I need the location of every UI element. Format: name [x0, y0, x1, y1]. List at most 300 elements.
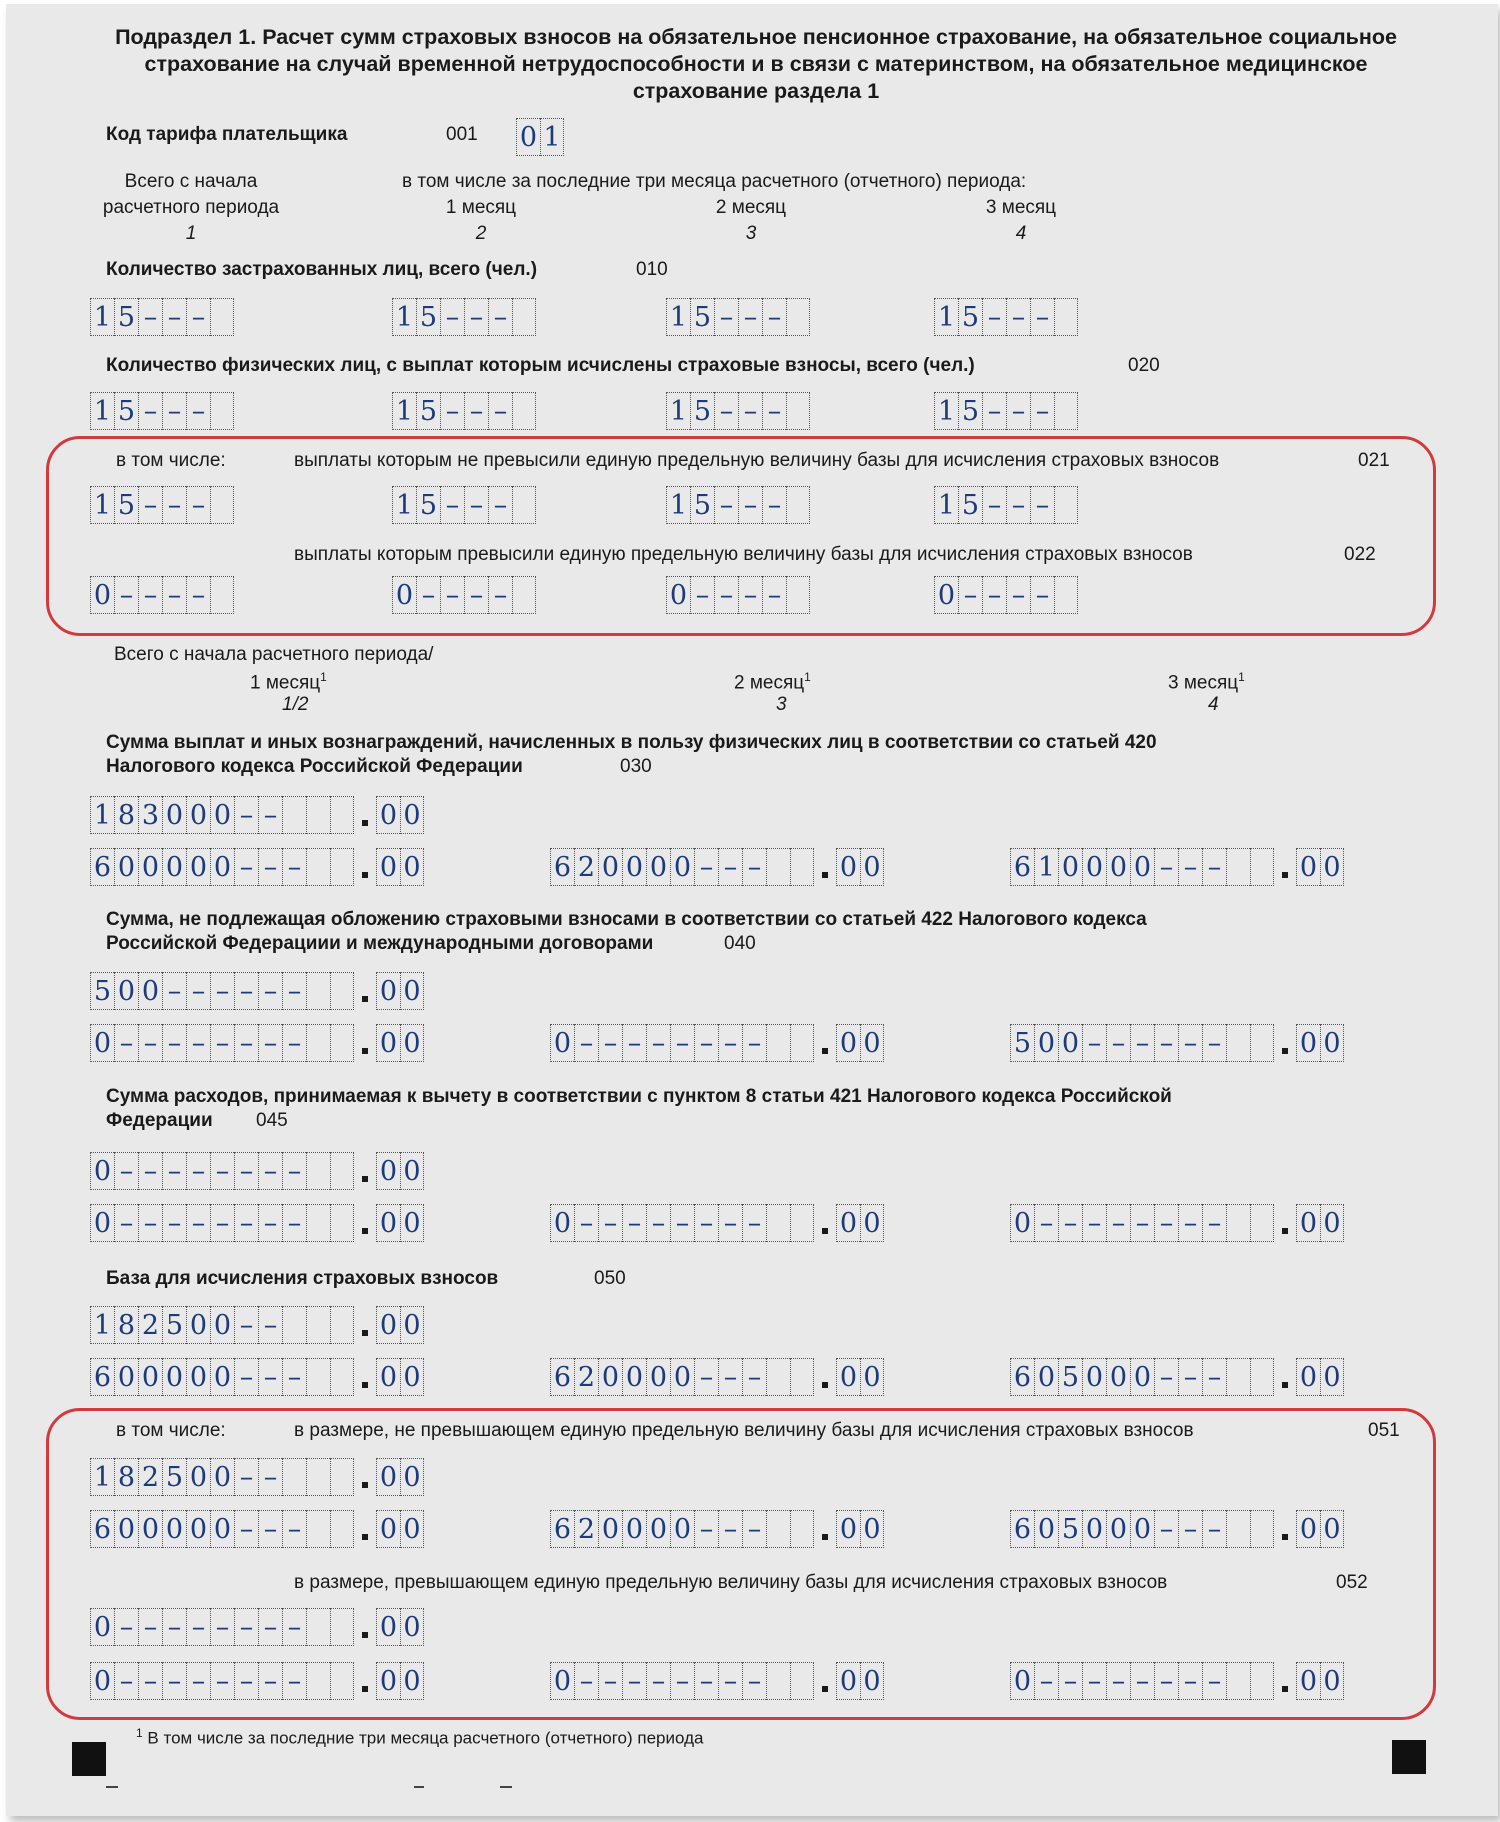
char-cell: 0 — [400, 1662, 424, 1700]
decimal-point — [822, 1382, 828, 1388]
char-cell: – — [186, 486, 210, 524]
footnote-text: В том числе за последние три месяца расчетного (отчетного) периода — [147, 1728, 704, 1748]
char-cell: 0 — [376, 1458, 400, 1496]
char-cell: 0 — [210, 848, 234, 886]
char-cell — [210, 392, 234, 430]
char-cell: 0 — [114, 972, 138, 1010]
char-cell — [282, 1458, 306, 1496]
char-cell: – — [690, 576, 714, 614]
char-cell: – — [258, 972, 282, 1010]
char-cell — [1226, 1204, 1250, 1242]
char-cells — [90, 972, 354, 1010]
char-cell: 1 — [90, 1458, 114, 1496]
char-cell: – — [742, 1510, 766, 1548]
decimal-cells — [1296, 1204, 1344, 1242]
money-header-m2: 2 месяц$^1$ — [734, 670, 811, 694]
char-cell: 1 — [90, 486, 114, 524]
char-cell — [306, 1510, 330, 1548]
char-cell: 0 — [666, 576, 690, 614]
char-cell: 0 — [1130, 848, 1154, 886]
char-cell: 0 — [138, 1510, 162, 1548]
char-cell: 2 — [574, 1510, 598, 1548]
decimal-cells — [376, 1306, 424, 1344]
char-cells — [90, 392, 234, 430]
char-cell: 0 — [1320, 848, 1344, 886]
char-cell — [306, 1024, 330, 1062]
char-cell: – — [1202, 1510, 1226, 1548]
char-cell: – — [464, 576, 488, 614]
char-cell: – — [1106, 1024, 1130, 1062]
char-cell: 8 — [114, 1306, 138, 1344]
char-cell: 0 — [1320, 1662, 1344, 1700]
row030-label-l1: Сумма выплат и иных вознаграждений, начисленных в пользу физических лиц в соответствии со статьей 420 — [106, 732, 1157, 753]
char-cell: 0 — [210, 1458, 234, 1496]
char-cell: – — [1178, 1024, 1202, 1062]
char-cell — [1226, 1510, 1250, 1548]
decimal-point — [822, 1048, 828, 1054]
char-cell: 6 — [90, 1358, 114, 1396]
char-cell: 0 — [836, 1510, 860, 1548]
char-cell: 2 — [138, 1458, 162, 1496]
char-cell: 0 — [598, 1510, 622, 1548]
char-cell: 0 — [934, 576, 958, 614]
char-cell: 0 — [376, 848, 400, 886]
char-cell — [1250, 1024, 1274, 1062]
char-cell: – — [138, 576, 162, 614]
char-cell: – — [440, 576, 464, 614]
char-cell: – — [258, 1458, 282, 1496]
char-cells — [1010, 1204, 1274, 1242]
char-cell: 0 — [1320, 1358, 1344, 1396]
char-cell: 5 — [416, 392, 440, 430]
char-cells — [1010, 1358, 1274, 1396]
char-cell: – — [114, 1152, 138, 1190]
char-cell — [786, 576, 810, 614]
char-cell: – — [1178, 1510, 1202, 1548]
char-cell: – — [958, 576, 982, 614]
char-cell — [282, 1306, 306, 1344]
char-cell: – — [762, 298, 786, 336]
char-cell: 2 — [574, 1358, 598, 1396]
char-cell — [330, 796, 354, 834]
char-cell: 0 — [622, 1510, 646, 1548]
char-cells — [666, 392, 810, 430]
char-cell: – — [1130, 1204, 1154, 1242]
char-cell — [306, 1458, 330, 1496]
char-cell: – — [114, 1662, 138, 1700]
char-cell: – — [186, 298, 210, 336]
char-cell: – — [1202, 848, 1226, 886]
char-cell: 6 — [1010, 848, 1034, 886]
char-cell: – — [622, 1662, 646, 1700]
char-cell: 5 — [958, 298, 982, 336]
char-cells — [666, 298, 810, 336]
char-cell: 0 — [210, 1358, 234, 1396]
char-cells — [550, 1662, 814, 1700]
decimal-point — [362, 996, 368, 1002]
char-cell: – — [742, 848, 766, 886]
char-cell: 2 — [574, 848, 598, 886]
char-cell: 0 — [376, 1510, 400, 1548]
char-cell: – — [646, 1204, 670, 1242]
char-cell: 1 — [666, 298, 690, 336]
char-cell: – — [234, 972, 258, 1010]
header-incl: в том числе за последние три месяца расчетного (отчетного) периода: — [402, 171, 1027, 192]
char-cell: – — [162, 576, 186, 614]
char-cell: 0 — [400, 848, 424, 886]
decimal-point — [362, 1632, 368, 1638]
char-cell — [1226, 1024, 1250, 1062]
char-cell: – — [162, 298, 186, 336]
char-cell: – — [162, 1608, 186, 1646]
char-cell: 0 — [400, 1358, 424, 1396]
char-cell: 1 — [934, 298, 958, 336]
char-cell: 0 — [186, 848, 210, 886]
row050-code: 050 — [594, 1268, 626, 1289]
char-cell: 0 — [836, 848, 860, 886]
decimal-point — [362, 1382, 368, 1388]
char-cell: – — [1030, 392, 1054, 430]
char-cells — [392, 576, 536, 614]
cut-mark — [500, 1786, 512, 1788]
char-cell — [766, 1024, 790, 1062]
cut-mark — [414, 1786, 424, 1788]
char-cell — [330, 848, 354, 886]
char-cell: – — [1202, 1358, 1226, 1396]
char-cell: 0 — [90, 1152, 114, 1190]
char-cell: – — [574, 1204, 598, 1242]
char-cell — [1250, 1510, 1274, 1548]
registration-marker-left — [72, 1742, 106, 1776]
char-cell: – — [282, 1510, 306, 1548]
char-cell: 0 — [550, 1024, 574, 1062]
char-cell: – — [1154, 1358, 1178, 1396]
char-cell: – — [1034, 1204, 1058, 1242]
char-cell — [1054, 392, 1078, 430]
char-cell: 0 — [670, 1358, 694, 1396]
char-cell: – — [186, 1662, 210, 1700]
char-cell — [330, 1024, 354, 1062]
char-cell: – — [162, 1204, 186, 1242]
char-cell — [1226, 848, 1250, 886]
char-cell: 8 — [114, 796, 138, 834]
char-cells — [934, 392, 1078, 430]
char-cell — [282, 796, 306, 834]
char-cells — [90, 1662, 354, 1700]
char-cell: – — [138, 1024, 162, 1062]
char-cell: 5 — [1058, 1358, 1082, 1396]
char-cells — [90, 1608, 354, 1646]
decimal-cells — [376, 1510, 424, 1548]
char-cell: – — [1006, 298, 1030, 336]
char-cell: – — [1058, 1662, 1082, 1700]
char-cell: 0 — [376, 796, 400, 834]
char-cell: – — [186, 1152, 210, 1190]
char-cell — [210, 486, 234, 524]
char-cells — [392, 392, 536, 430]
char-cell: – — [1130, 1662, 1154, 1700]
char-cell: – — [1030, 486, 1054, 524]
char-cell: – — [440, 486, 464, 524]
char-cell: 0 — [186, 1458, 210, 1496]
char-cell: 0 — [1034, 1510, 1058, 1548]
decimal-cells — [1296, 1662, 1344, 1700]
char-cell: 5 — [90, 972, 114, 1010]
char-cell — [330, 1152, 354, 1190]
char-cells — [90, 1358, 354, 1396]
char-cell: – — [282, 1358, 306, 1396]
char-cells — [1010, 1024, 1274, 1062]
footnote-ref: 1 — [320, 670, 327, 684]
char-cell: – — [186, 972, 210, 1010]
row050-label: База для исчисления страховых взносов — [106, 1268, 499, 1289]
char-cell: – — [114, 1204, 138, 1242]
char-cell: – — [258, 1608, 282, 1646]
char-cell: – — [186, 576, 210, 614]
char-cell: 1 — [392, 392, 416, 430]
char-cells — [90, 1458, 354, 1496]
char-cell: – — [1082, 1662, 1106, 1700]
char-cell: 0 — [162, 1510, 186, 1548]
char-cell: – — [714, 486, 738, 524]
char-cell — [1250, 848, 1274, 886]
char-cell: – — [258, 1510, 282, 1548]
char-cell: 0 — [1058, 1024, 1082, 1062]
char-cell: – — [1034, 1662, 1058, 1700]
char-cell: – — [210, 1204, 234, 1242]
char-cell — [306, 1306, 330, 1344]
char-cell: 6 — [90, 848, 114, 886]
decimal-point — [822, 1534, 828, 1540]
char-cell — [306, 1204, 330, 1242]
char-cell: 5 — [162, 1306, 186, 1344]
decimal-cells — [376, 1358, 424, 1396]
char-cell: 0 — [622, 1358, 646, 1396]
char-cell: 6 — [1010, 1358, 1034, 1396]
char-cell: – — [646, 1024, 670, 1062]
char-cell — [1226, 1358, 1250, 1396]
char-cell — [330, 1358, 354, 1396]
char-cell: 0 — [138, 972, 162, 1010]
char-cell — [330, 1458, 354, 1496]
char-cell: – — [488, 392, 512, 430]
char-cell — [306, 972, 330, 1010]
row022-label: выплаты которым превысили единую предельную величину базы для исчисления страховых взносов — [294, 544, 1193, 565]
char-cells — [516, 118, 564, 156]
char-cell — [512, 392, 536, 430]
char-cell — [1226, 1662, 1250, 1700]
char-cell: 0 — [162, 796, 186, 834]
char-cell: 6 — [550, 1510, 574, 1548]
char-cell: – — [440, 298, 464, 336]
char-cell — [766, 1510, 790, 1548]
decimal-point — [362, 1048, 368, 1054]
char-cell: – — [138, 298, 162, 336]
char-cell — [330, 972, 354, 1010]
char-cell: 1 — [666, 392, 690, 430]
char-cell: 0 — [1106, 1358, 1130, 1396]
row021-code: 021 — [1358, 450, 1390, 471]
char-cell: – — [670, 1662, 694, 1700]
char-cell: – — [714, 392, 738, 430]
char-cell: 0 — [1082, 1358, 1106, 1396]
decimal-point — [822, 1686, 828, 1692]
char-cell: 6 — [550, 848, 574, 886]
char-cell: – — [1202, 1662, 1226, 1700]
char-cells — [90, 1024, 354, 1062]
char-cell: – — [742, 1024, 766, 1062]
cut-mark — [106, 1786, 118, 1788]
char-cell — [790, 1358, 814, 1396]
decimal-point — [362, 1686, 368, 1692]
char-cell: – — [622, 1204, 646, 1242]
char-cell: – — [234, 1662, 258, 1700]
char-cell: 6 — [550, 1358, 574, 1396]
char-cell: 0 — [860, 1204, 884, 1242]
char-cell: – — [162, 1152, 186, 1190]
decimal-cells — [376, 1152, 424, 1190]
char-cell: – — [258, 848, 282, 886]
char-cell: 0 — [622, 848, 646, 886]
money-header-m2-num: 3 — [776, 694, 787, 715]
decimal-cells — [836, 1358, 884, 1396]
char-cell: – — [138, 392, 162, 430]
char-cell: 0 — [1130, 1358, 1154, 1396]
footnote-ref: 1 — [1238, 670, 1245, 684]
char-cell — [1250, 1662, 1274, 1700]
decimal-cells — [836, 1024, 884, 1062]
char-cell: – — [210, 1152, 234, 1190]
char-cell — [766, 1204, 790, 1242]
char-cell: 0 — [1034, 1024, 1058, 1062]
char-cell: 5 — [114, 392, 138, 430]
char-cell: 1 — [392, 486, 416, 524]
char-cell: – — [234, 848, 258, 886]
char-cell: 0 — [138, 1358, 162, 1396]
char-cell — [786, 486, 810, 524]
char-cells — [90, 1306, 354, 1344]
char-cells — [550, 1358, 814, 1396]
decimal-cells — [376, 796, 424, 834]
char-cell: 0 — [186, 1510, 210, 1548]
decimal-cells — [376, 1608, 424, 1646]
char-cell: – — [1202, 1204, 1226, 1242]
char-cell: 0 — [860, 1358, 884, 1396]
char-cell: – — [138, 486, 162, 524]
char-cell: 0 — [836, 1024, 860, 1062]
char-cell: 0 — [836, 1358, 860, 1396]
decimal-point — [362, 872, 368, 878]
char-cell: 0 — [400, 1152, 424, 1190]
char-cell: – — [258, 796, 282, 834]
char-cell: – — [598, 1024, 622, 1062]
char-cell: 0 — [550, 1204, 574, 1242]
char-cell: – — [1154, 1510, 1178, 1548]
char-cell: – — [718, 1510, 742, 1548]
char-cells — [934, 576, 1078, 614]
char-cell: 0 — [114, 848, 138, 886]
char-cell: 0 — [138, 848, 162, 886]
char-cell: – — [488, 298, 512, 336]
char-cell — [330, 1306, 354, 1344]
char-cell: 0 — [1320, 1204, 1344, 1242]
char-cell: – — [162, 392, 186, 430]
char-cell: – — [258, 1024, 282, 1062]
decimal-cells — [376, 1024, 424, 1062]
char-cell: 0 — [186, 796, 210, 834]
char-cell: – — [282, 848, 306, 886]
char-cell: – — [742, 1204, 766, 1242]
char-cell: – — [714, 576, 738, 614]
char-cell: – — [670, 1204, 694, 1242]
char-cell: 5 — [958, 392, 982, 430]
char-cell: – — [162, 486, 186, 524]
money-header-m1-num: 1/2 — [282, 694, 309, 715]
char-cell: – — [114, 576, 138, 614]
char-cell: – — [670, 1024, 694, 1062]
registration-marker-right — [1392, 1740, 1426, 1774]
char-cell: 1 — [934, 486, 958, 524]
char-cells — [90, 1510, 354, 1548]
char-cell: – — [694, 848, 718, 886]
money-header-m3-num: 4 — [1208, 694, 1219, 715]
char-cell: – — [718, 1662, 742, 1700]
char-cells — [90, 1152, 354, 1190]
char-cell: – — [1082, 1024, 1106, 1062]
row022-code: 022 — [1344, 544, 1376, 565]
char-cell: 0 — [210, 1510, 234, 1548]
row040-label-l2: Российской Федерациии и международными договорами — [106, 933, 654, 954]
char-cell: 0 — [376, 972, 400, 1010]
char-cell — [766, 1358, 790, 1396]
header-total-l1: Всего с начала — [124, 171, 258, 192]
char-cell: – — [1178, 1204, 1202, 1242]
footnote-mark: 1 — [136, 1726, 143, 1740]
decimal-cells — [376, 1458, 424, 1496]
char-cell: – — [738, 576, 762, 614]
char-cell — [790, 1510, 814, 1548]
header-m3-num: 4 — [1015, 223, 1027, 244]
row045-code: 045 — [256, 1110, 288, 1131]
char-cell: 0 — [1320, 1024, 1344, 1062]
money-header-total: Всего с начала расчетного периода/ — [114, 644, 434, 665]
char-cell: 0 — [186, 1358, 210, 1396]
char-cell: 0 — [400, 1510, 424, 1548]
char-cell: – — [258, 1204, 282, 1242]
char-cell: – — [982, 486, 1006, 524]
char-cell: 0 — [860, 1510, 884, 1548]
char-cell: – — [574, 1662, 598, 1700]
char-cell: – — [282, 1662, 306, 1700]
char-cell: – — [1030, 298, 1054, 336]
char-cell: 0 — [860, 848, 884, 886]
char-cell: – — [488, 486, 512, 524]
char-cell: – — [282, 1152, 306, 1190]
row051-code: 051 — [1368, 1420, 1400, 1441]
char-cells — [90, 1204, 354, 1242]
char-cell — [790, 848, 814, 886]
row045-label-l2: Федерации — [106, 1110, 213, 1131]
char-cells — [550, 1024, 814, 1062]
decimal-point — [362, 1482, 368, 1488]
char-cell: – — [694, 1204, 718, 1242]
char-cell: – — [234, 1358, 258, 1396]
row051-label: в размере, не превышающем единую предельную величину базы для исчисления страховых взносов — [294, 1420, 1194, 1441]
row030-label-l2: Налогового кодекса Российской Федерации — [106, 756, 523, 777]
char-cell: – — [464, 392, 488, 430]
char-cell: – — [138, 1152, 162, 1190]
char-cell — [1054, 298, 1078, 336]
